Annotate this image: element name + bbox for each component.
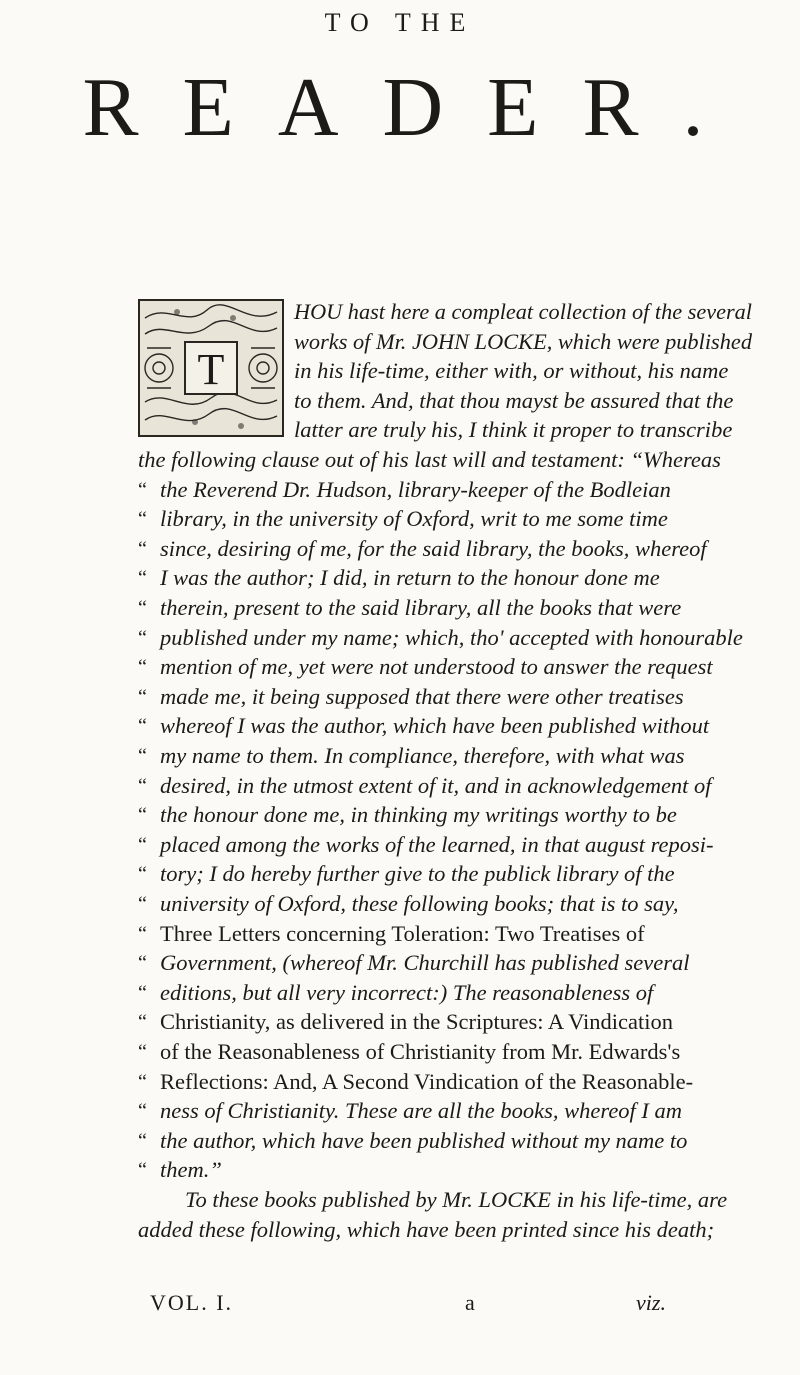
text-line: [0, 1097, 800, 1125]
text-line: [0, 1216, 800, 1244]
line-text: whereof I was the author, which have been published without: [160, 713, 710, 739]
text-line: [0, 357, 800, 385]
quote-mark: “: [138, 656, 147, 679]
line-text: Reflections: And, A Second Vindication of the Reasonable-: [160, 1068, 694, 1094]
quote-mark: “: [138, 922, 147, 945]
drop-cap-letter: T: [197, 345, 225, 394]
quote-mark: “: [138, 863, 147, 886]
text-line: [0, 920, 800, 948]
text-line: [0, 801, 800, 829]
line-text: editions, but all very incorrect:) The reasonableness of: [160, 979, 654, 1005]
text-line: [0, 1127, 800, 1155]
text-line: [0, 979, 800, 1007]
line-text: therein, present to the said library, all the books that were: [160, 595, 682, 620]
text-line: [0, 298, 800, 326]
line-text: ness of Christianity. These are all the books, whereof I am: [160, 1098, 683, 1124]
quote-mark: “: [138, 1011, 147, 1034]
line-text: added these following, which have been printed since his death;: [138, 1216, 715, 1242]
line-text: placed among the works of the learned, in that august reposi-: [160, 831, 714, 857]
text-line: [0, 328, 800, 356]
text-line: [0, 831, 800, 859]
text-line: [0, 1008, 800, 1036]
line-text: the Reverend Dr. Hudson, library-keeper of the Bodleian: [160, 476, 671, 502]
quote-mark: “: [138, 804, 147, 827]
line-text: them.”: [160, 1157, 222, 1183]
text-line: [0, 742, 800, 770]
text-line: [0, 772, 800, 800]
line-text: published under my name; which, tho' accepted with honourable: [160, 624, 743, 650]
quote-mark: “: [138, 715, 147, 738]
text-line: [0, 476, 800, 504]
line-text: desired, in the utmost extent of it, and in acknowledgement of: [160, 772, 712, 798]
line-text: the following clause out of his last will and testament: “Whereas: [138, 447, 721, 472]
quote-mark: “: [138, 685, 147, 708]
catchword: viz.: [636, 1290, 666, 1315]
line-text: made me, it being supposed that there were other treatises: [160, 683, 684, 709]
quote-mark: “: [138, 1100, 147, 1123]
quote-mark: “: [138, 1070, 147, 1093]
line-text: since, desiring of me, for the said library, the books, whereof: [160, 535, 707, 561]
quote-mark: “: [138, 626, 147, 649]
quote-mark: “: [138, 981, 147, 1004]
line-text: the author, which have been published without my name to: [160, 1127, 688, 1153]
line-text: of the Reasonableness of Christianity from Mr. Edwards's: [160, 1039, 681, 1064]
line-text: latter are truly his, I think it proper to transcribe: [294, 417, 733, 443]
text-line: [0, 624, 800, 652]
text-line: [0, 416, 800, 444]
quote-mark: “: [138, 893, 147, 915]
line-text: To these books published by Mr. LOCKE in his life-time, are: [185, 1187, 728, 1212]
text-line: [0, 712, 800, 740]
volume-label: VOL. I.: [150, 1290, 234, 1315]
heading-to-the: TO THE: [324, 8, 476, 37]
text-line: [0, 860, 800, 888]
quote-mark: “: [138, 508, 147, 531]
line-text: mention of me, yet were not understood to answer the request: [160, 654, 713, 680]
quote-mark: “: [138, 745, 147, 767]
line-text: Government, (whereof Mr. Churchill has published several: [160, 950, 690, 976]
heading-reader: READER.: [82, 61, 748, 154]
line-text: university of Oxford, these following books; that is to say,: [160, 891, 679, 916]
text-line: [0, 653, 800, 681]
line-text: Christianity, as delivered in the Scriptures: A Vindication: [160, 1009, 673, 1035]
quote-mark: “: [138, 597, 147, 619]
text-line: [0, 564, 800, 592]
text-line: [0, 683, 800, 711]
text-line: [0, 446, 800, 474]
text-line: [0, 1038, 800, 1066]
quote-mark: “: [138, 952, 147, 975]
line-text: library, in the university of Oxford, writ to me some time: [160, 506, 668, 532]
quote-mark: “: [138, 567, 147, 590]
text-line: [0, 890, 800, 918]
signature-mark: a: [465, 1290, 475, 1315]
quote-mark: “: [138, 1041, 147, 1063]
line-text: works of Mr. JOHN LOCKE, which were published: [294, 328, 752, 354]
text-line: [0, 535, 800, 563]
text-line: [0, 387, 800, 415]
quote-mark: “: [138, 774, 147, 797]
text-line: [0, 594, 800, 622]
line-text: Three Letters concerning Toleration: Two Treatises of: [160, 920, 645, 946]
line-text: to them. And, that thou mayst be assured that the: [294, 387, 734, 413]
text-line: [0, 1068, 800, 1096]
line-text: tory; I do hereby further give to the publick library of the: [160, 861, 675, 887]
line-text: my name to them. In compliance, therefore, with what was: [160, 743, 685, 768]
line-text: I was the author; I did, in return to the honour done me: [160, 565, 660, 591]
text-line: [0, 505, 800, 533]
text-line: [0, 949, 800, 977]
page-footer: [0, 1290, 800, 1320]
quote-mark: “: [138, 1159, 147, 1182]
line-text: the honour done me, in thinking my writings worthy to be: [160, 802, 677, 828]
quote-mark: “: [138, 1129, 147, 1152]
text-line: [0, 1186, 800, 1214]
quote-mark: “: [138, 537, 147, 560]
line-text: HOU hast here a compleat collection of the several: [294, 299, 752, 324]
line-text: in his life-time, either with, or without, his name: [294, 358, 729, 384]
text-line: [0, 1156, 800, 1184]
quote-mark: “: [138, 478, 147, 501]
quote-mark: “: [138, 833, 147, 856]
